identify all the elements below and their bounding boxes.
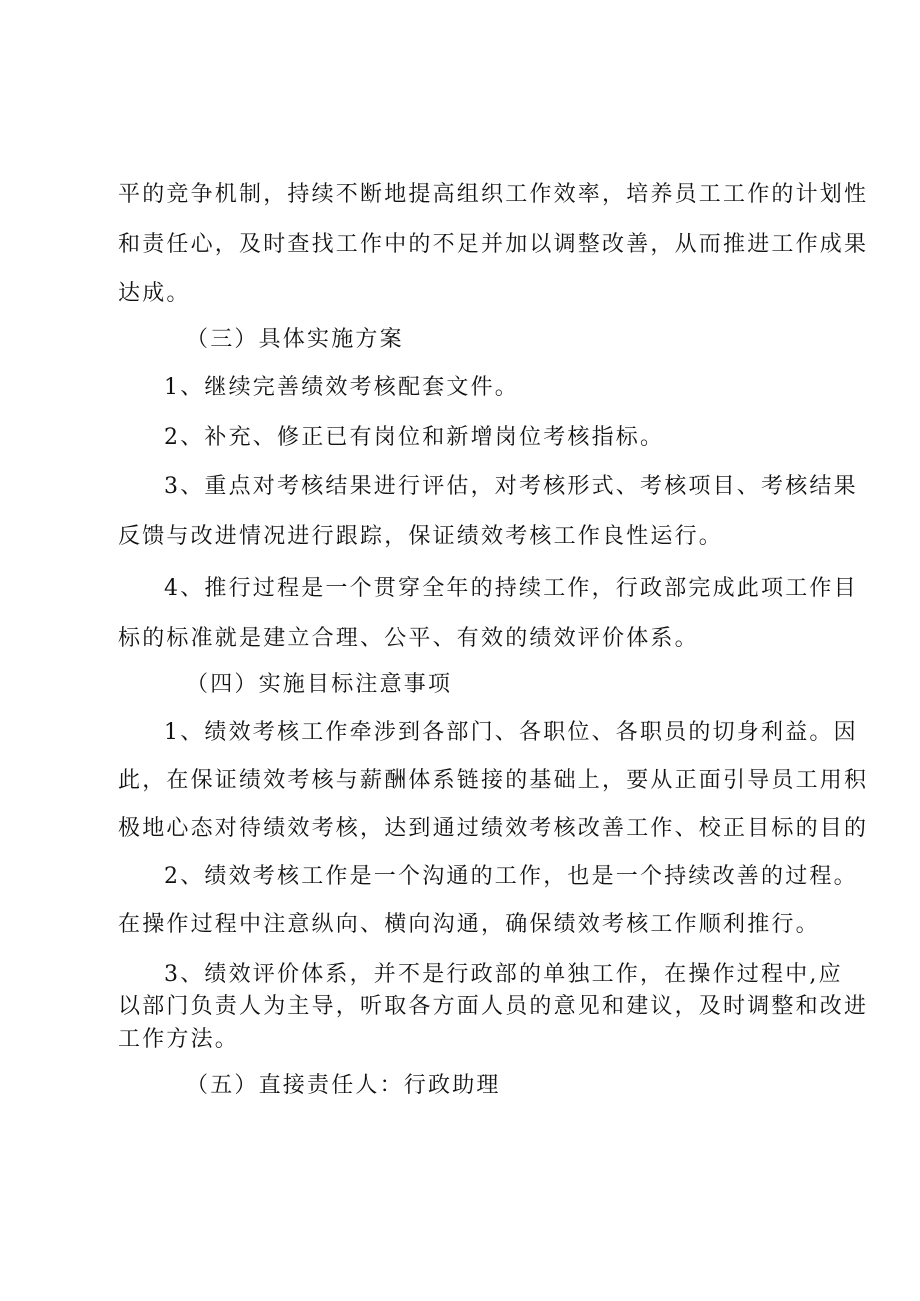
note-3-line-1: 3、绩效评价体系，并不是行政部的单独工作，在操作过程中,应 [164,962,843,987]
paragraph-1-line-1: 平的竞争机制，持续不断地提高组织工作效率，培养员工工作的计划性 [118,182,869,207]
paragraph-1-line-2: 和责任心，及时查找工作中的不足并加以调整改善，从而推进工作成果 [118,232,869,257]
plan-item-3-line-2: 反馈与改进情况进行跟踪，保证绩效考核工作良性运行。 [118,524,724,549]
plan-item-2: 2、补充、修正已有岗位和新增岗位考核指标。 [164,425,665,450]
note-1-line-2: 此，在保证绩效考核与薪酬体系链接的基础上，要从正面引导员工用积 [118,768,869,793]
plan-item-1: 1、继续完善绩效考核配套文件。 [164,375,519,400]
plan-item-4-line-2: 标的标准就是建立合理、公平、有效的绩效评价体系。 [118,626,699,651]
plan-item-3-line-1: 3、重点对考核结果进行评估，对考核形式、考核项目、考核结果 [164,474,858,499]
note-3-line-2: 以部门负责人为主导，听取各方面人员的意见和建议，及时调整和改进 [118,994,869,1019]
section-heading-3: （三）具体实施方案 [186,327,404,352]
note-2-line-1: 2、绩效考核工作是一个沟通的工作，也是一个持续改善的过程。 [164,864,858,889]
note-1-line-1: 1、绩效考核工作牵涉到各部门、各职位、各职员的切身利益。因 [164,720,858,745]
note-2-line-2: 在操作过程中注意纵向、横向沟通，确保绩效考核工作顺利推行。 [118,912,820,937]
section-heading-4: （四）实施目标注意事项 [186,672,453,697]
note-1-line-3: 极地心态对待绩效考核，达到通过绩效考核改善工作、校正目标的目的 [118,816,869,841]
paragraph-1-line-3: 达成。 [118,281,191,306]
plan-item-4-line-1: 4、推行过程是一个贯穿全年的持续工作，行政部完成此项工作目 [164,576,858,601]
note-3-line-3: 工作方法。 [118,1027,240,1052]
section-heading-5: （五）直接责任人：行政助理 [186,1073,501,1098]
